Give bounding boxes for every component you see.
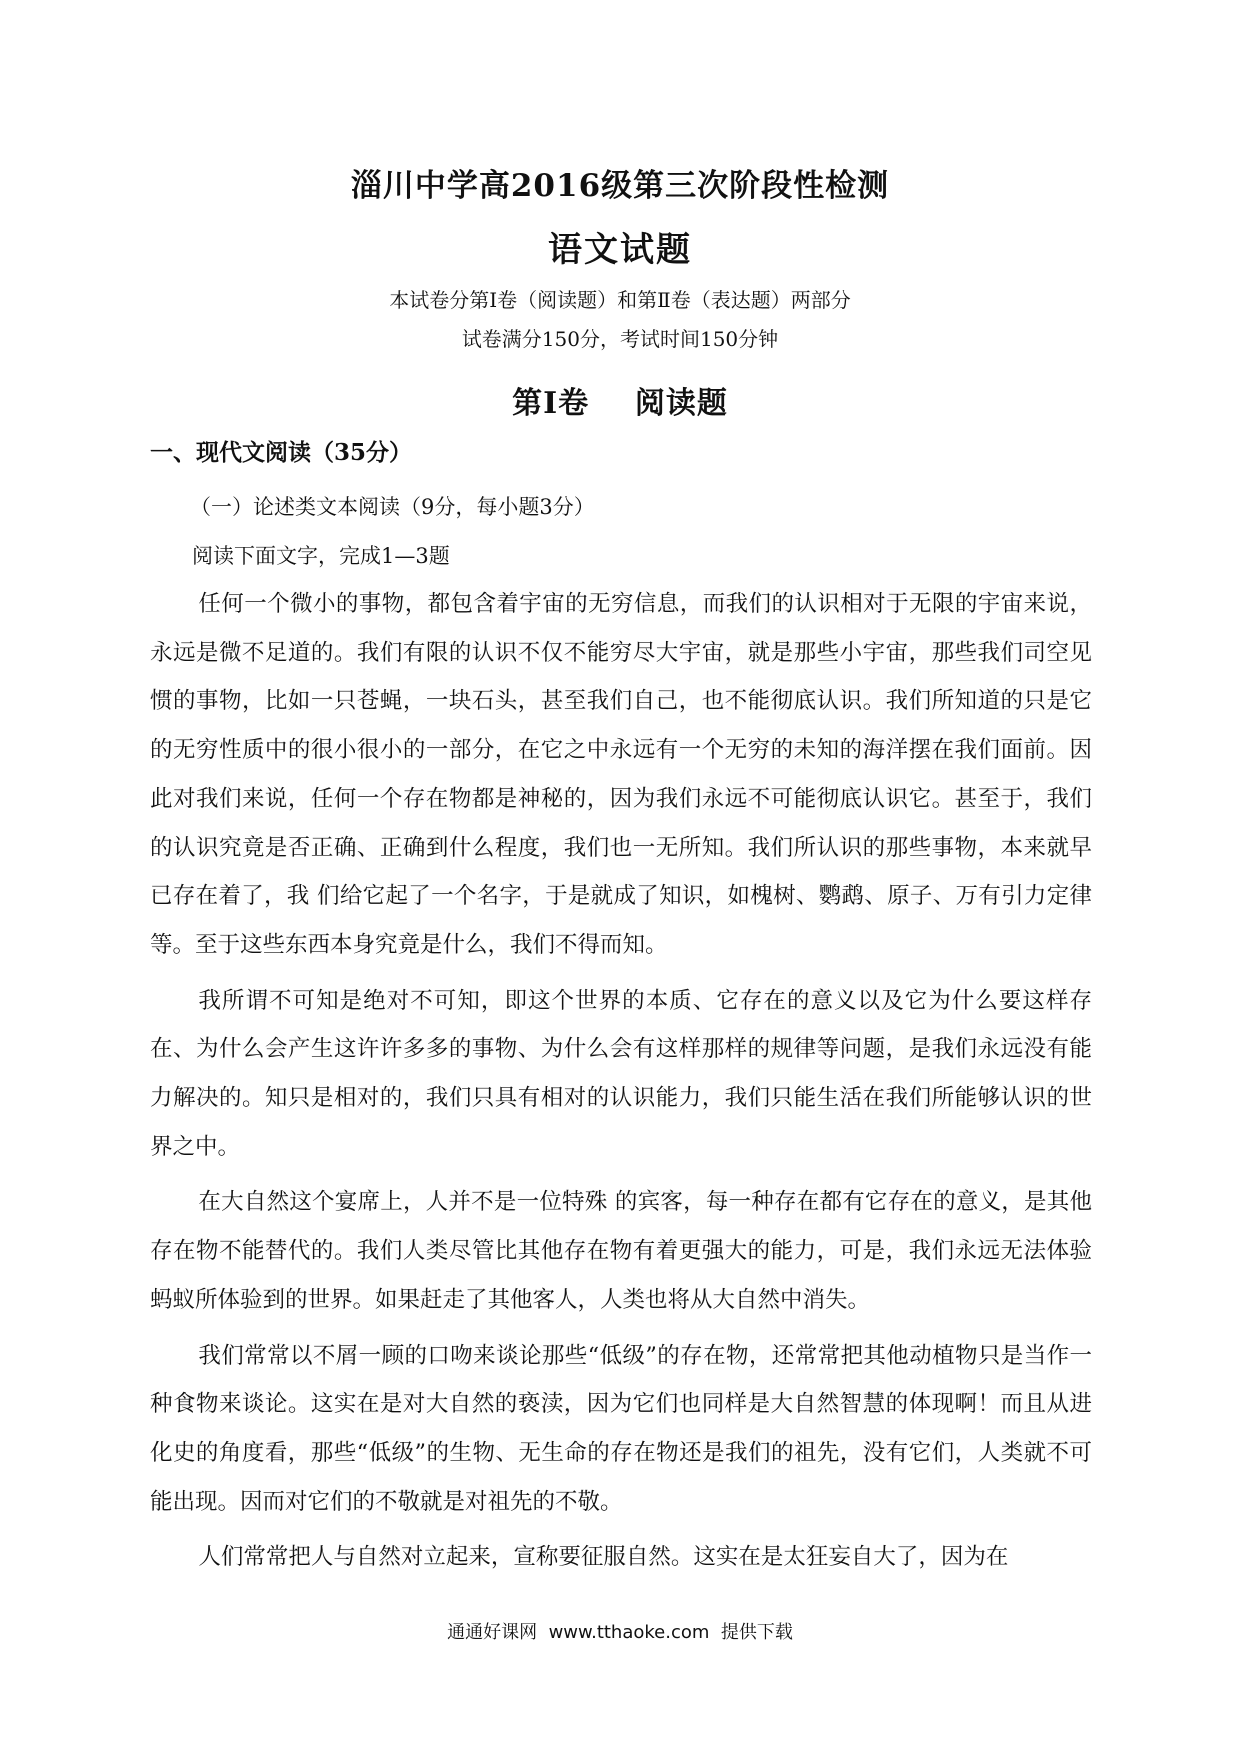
passage-paragraph: 人们常常把人与自然对立起来，宣称要征服自然。这实在是太狂妄自大了，因为在 <box>198 1544 1009 1571</box>
passage-paragraph: 任何一个微小的事物，都包含着宇宙的无穷信息，而我们的认识相对于无限的宇宙来说，永远是微不足道的。我们有限的认识不仅不能穷尽大宇宙，就是那些小宇宙，那些我们司空见惯的事物，比如一只苍蝇，一块石头，甚至我们自己，也不能彻底认识。我们所知道的只是它的无穷性质中的很小很小的一部分，在它之中永远有一个无穷的未知的海洋摆在我们面前。因此对我们来说，任何一个存在物都是神秘的，因为我们永远不可能彻底认识它。甚至于，我们的认识究竟是否正确、正确到什么程度，我们也一无所知。我们所认识的那些事物，本来就早已存在着了，我 们给它起了一个名字，于是就成了知识，如槐树、鹦鹉、原子、万有引力定律等。至于这些东西本身究竟是什么，我们不得而知。 <box>150 591 1092 958</box>
reading-instruction: 阅读下面文字，完成1—3题 <box>192 544 450 568</box>
exam-intro-line1: 本试卷分第Ⅰ卷（阅读题）和第Ⅱ卷（表达题）两部分 <box>389 288 851 312</box>
footer-watermark: 通通好课网 www.tthaoke.com 提供下载 <box>447 1622 793 1643</box>
exam-intro-line2: 试卷满分150分，考试时间150分钟 <box>461 327 779 351</box>
passage-paragraph: 我所谓不可知是绝对不可知，即这个世界的本质、它存在的意义以及它为什么要这样存在、为什么会产生这许许多多的事物、为什么会有这样那样的规律等问题，是我们永远没有能力解决的。知只是相对的，我们只具有相对的认识能力，我们只能生活在我们所能够认识的世界之中。 <box>150 987 1092 1160</box>
sub-section-heading: （一）论述类文本阅读（9分，每小题3分） <box>190 495 595 519</box>
passage-body <box>150 580 1092 1589</box>
passage-paragraph: 我们常常以不屑一顾的口吻来谈论那些“低级”的存在物，还常常把其他动植物只是当作一种食物来谈论。这实在是对大自然的亵渎，因为它们也同样是大自然智慧的体现啊！而且从进化史的角度看，那些“低级”的生物、无生命的存在物还是我们的祖先，没有它们，人类就不可能出现。因而对它们的不敬就是对祖先的不敬。 <box>150 1342 1092 1515</box>
passage-paragraph: 在大自然这个宴席上，人并不是一位特殊 的宾客，每一种存在都有它存在的意义，是其他存在物不能替代的。我们人类尽管比其他存在物有着更强大的能力，可是，我们永远无法体验蚂蚁所体验到的世界。如果赶走了其他客人，人类也将从大自然中消失。 <box>150 1189 1092 1313</box>
part-title: 第Ⅰ卷 阅读题 <box>512 386 728 421</box>
subject-title: 语文试题 <box>548 230 692 270</box>
section-heading: 一、现代文阅读（35分） <box>150 439 413 466</box>
exam-title: 淄川中学高2016级第三次阶段性检测 <box>350 168 890 204</box>
